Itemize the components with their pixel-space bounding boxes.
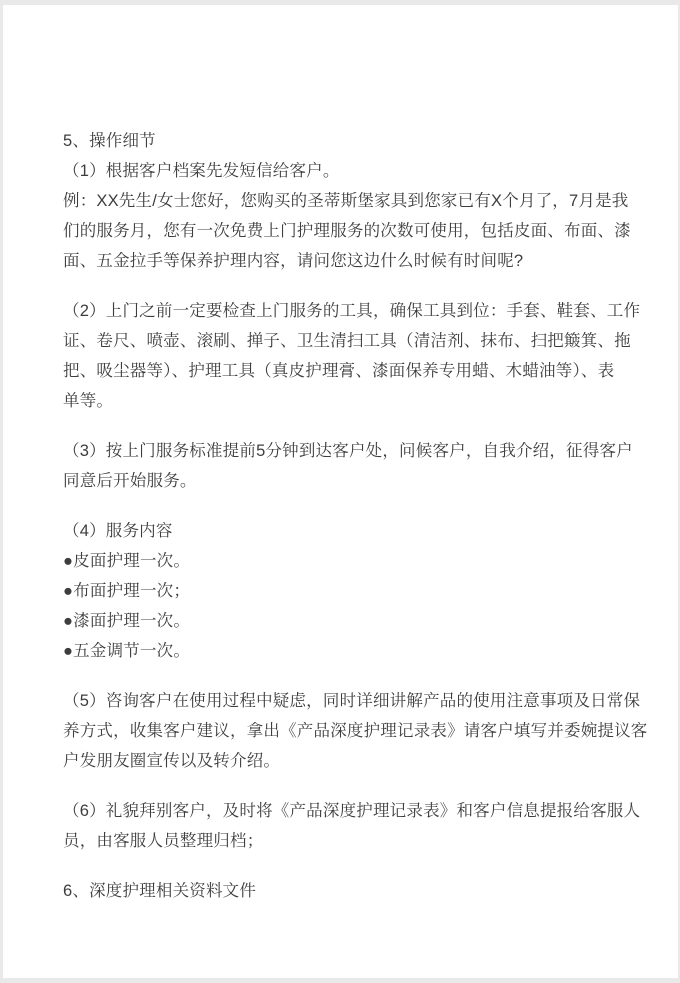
text-line: （4）服务内容 [63,522,173,540]
text-line: 证、卷尺、喷壶、滚刷、掸子、卫生清扫工具（清洁剂、抹布、扫把簸箕、拖 [63,332,631,350]
text-line: 养方式，收集客户建议，拿出《产品深度护理记录表》请客户填写并委婉提议客 [63,722,648,740]
text-line: （2）上门之前一定要检查上门服务的工具，确保工具到位：手套、鞋套、工作 [63,302,641,320]
text-line: 面、五金拉手等保养护理内容，请问您这边什么时候有时间呢? [63,252,524,270]
document-page [3,5,678,978]
text-line: 6、深度护理相关资料文件 [63,882,257,900]
text-line: ●布面护理一次； [63,582,191,600]
text-line: （6）礼貌拜别客户，及时将《产品深度护理记录表》和客户信息提报给客服人 [63,802,641,820]
text-line: 单等。 [63,392,114,410]
paragraph-step-5-consult-record [63,686,648,776]
text-line: 同意后开始服务。 [63,472,197,490]
paragraph-step-6-farewell-archive [63,796,641,856]
text-line: （1）根据客户档案先发短信给客户。 [63,162,340,180]
text-line: （3）按上门服务标准提前5分钟到达客户处，问候客户，自我介绍，征得客户 [63,442,633,460]
document-content [3,5,678,906]
text-line: 户发朋友圈宣传以及转介绍。 [63,752,281,770]
paragraph-step-3-arrival [63,436,633,496]
text-line: 把、吸尘器等）、护理工具（真皮护理膏、漆面保养专用蜡、木蜡油等）、表 [63,362,615,380]
paragraph-section-5-title [63,126,626,156]
paragraph-step-1-example-sms [63,186,631,276]
paragraph-step-1 [63,156,626,186]
text-line: 们的服务月，您有一次免费上门护理服务的次数可使用，包括皮面、布面、漆 [63,222,631,240]
paragraph-section-6-title [63,876,626,906]
paragraph-step-4-service-content [63,516,626,666]
paragraph-step-2-tools-check [63,296,641,416]
text-line: 员，由客服人员整理归档； [63,832,264,850]
text-line: ●五金调节一次。 [63,642,191,660]
text-line: 例：XX先生/女士您好，您购买的圣蒂斯堡家具到您家已有X个月了，7月是我 [63,192,629,210]
text-line: 5、操作细节 [63,132,156,150]
text-line: ●漆面护理一次。 [63,612,191,630]
text-line: （5）咨询客户在使用过程中疑虑，同时详细讲解产品的使用注意事项及日常保 [63,692,641,710]
text-line: ●皮面护理一次。 [63,552,191,570]
